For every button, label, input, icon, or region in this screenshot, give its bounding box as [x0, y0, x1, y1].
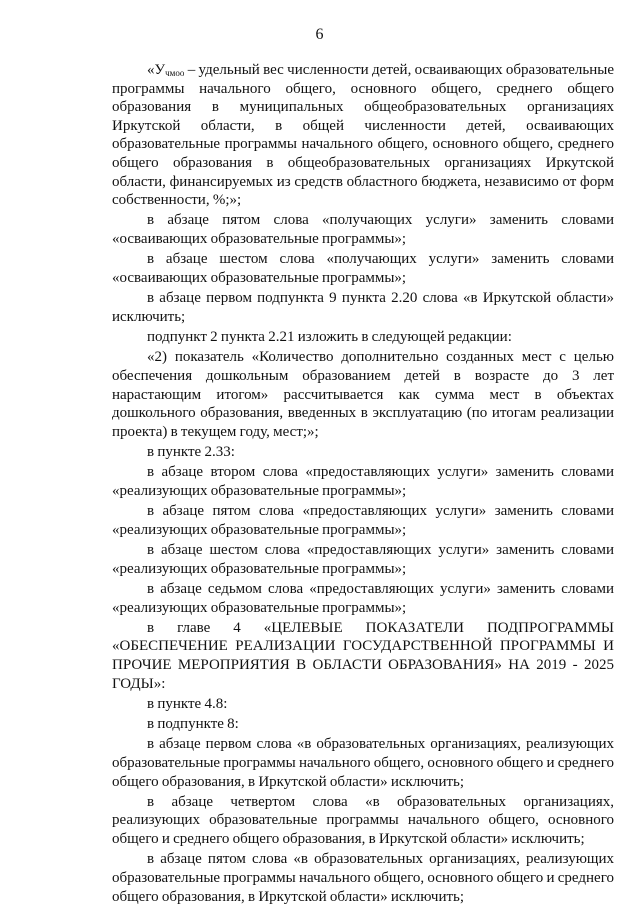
paragraph-definition: [112, 61, 614, 210]
paragraph: в абзаце пятом слова «получающих услуги» заменить словами «осваивающих образовательные программы»;: [112, 212, 614, 248]
definition-symbol: «У: [147, 62, 166, 78]
paragraph-chapter-heading: в главе 4 «ЦЕЛЕВЫЕ ПОКАЗАТЕЛИ ПОДПРОГРАММЫ «ОБЕСПЕЧЕНИЕ РЕАЛИЗАЦИИ ГОСУДАРСТВЕННОЙ ПРОГРАММЫ И ПРОЧИЕ МЕРОПРИЯТИЯ В ОБЛАСТИ ОБРАЗОВАНИЯ» НА 2019 - 2025 ГОДЫ»:: [112, 619, 614, 692]
paragraph: в абзаце шестом слова «предоставляющих услуги» заменить словами «реализующих образовательные программы»;: [112, 542, 614, 577]
paragraph: в абзаце пятом слова «в образовательных организациях, реализующих образовательные программы начального общего, основного общего и среднего общего образования, в Иркутской области» исключить;: [112, 851, 614, 905]
paragraph: подпункт 2 пункта 2.21 изложить в следующей редакции:: [147, 329, 512, 346]
document-body: [112, 0, 614, 906]
paragraph: в абзаце пятом слова «предоставляющих услуги» заменить словами «реализующих образовательные программы»;: [112, 503, 614, 538]
paragraph: в абзаце первом подпункта 9 пункта 2.20 слова «в Иркутской области» исключить;: [112, 290, 614, 325]
paragraph: в абзаце седьмом слова «предоставляющих услуги» заменить словами «реализующих образовательные программы»;: [112, 580, 614, 616]
paragraph: в пункте 4.8:: [147, 695, 228, 712]
paragraph: в абзаце первом слова «в образовательных организациях, реализующих образовательные программы начального общего, основного общего и среднего общего образования, в Иркутской области» исключить;: [112, 736, 614, 790]
paragraph: в абзаце втором слова «предоставляющих услуги» заменить словами «реализующих образовательные программы»;: [112, 464, 614, 499]
page-number: 6: [315, 26, 324, 43]
paragraph: в абзаце шестом слова «получающих услуги» заменить словами «осваивающих образовательные программы»;: [112, 251, 614, 286]
definition-text: – удельный вес численности детей, осваивающих образовательные программы начального общего, основного общего, среднего общего образования в муниципальных общеобразовательных организациях Иркутской области, в общей численности детей, осваивающих образовательные программы начального общего, основного общего, среднего общего образования в общеобразовательных организациях Иркутской области, финансируемых из средств областного бюджета, независимо от форм собственности, %;»;: [112, 62, 614, 209]
paragraph: в пункте 2.33:: [147, 444, 235, 460]
definition-subscript: чмоо: [165, 68, 185, 78]
paragraph: в абзаце четвертом слова «в образовательных организациях, реализующих образовательные программы начального общего, основного общего и среднего общего образования, в Иркутской области» исключить;: [112, 793, 614, 848]
paragraph: «2) показатель «Количество дополнительно созданных мест с целью обеспечения дошкольным образованием детей в возрасте до 3 лет нарастающим итогом» рассчитывается как сумма мест в объектах дошкольного образования, введенных в эксплуатацию (по итогам реализации проекта) в текущем году, мест;»;: [112, 349, 614, 440]
paragraph: в подпункте 8:: [147, 716, 239, 733]
